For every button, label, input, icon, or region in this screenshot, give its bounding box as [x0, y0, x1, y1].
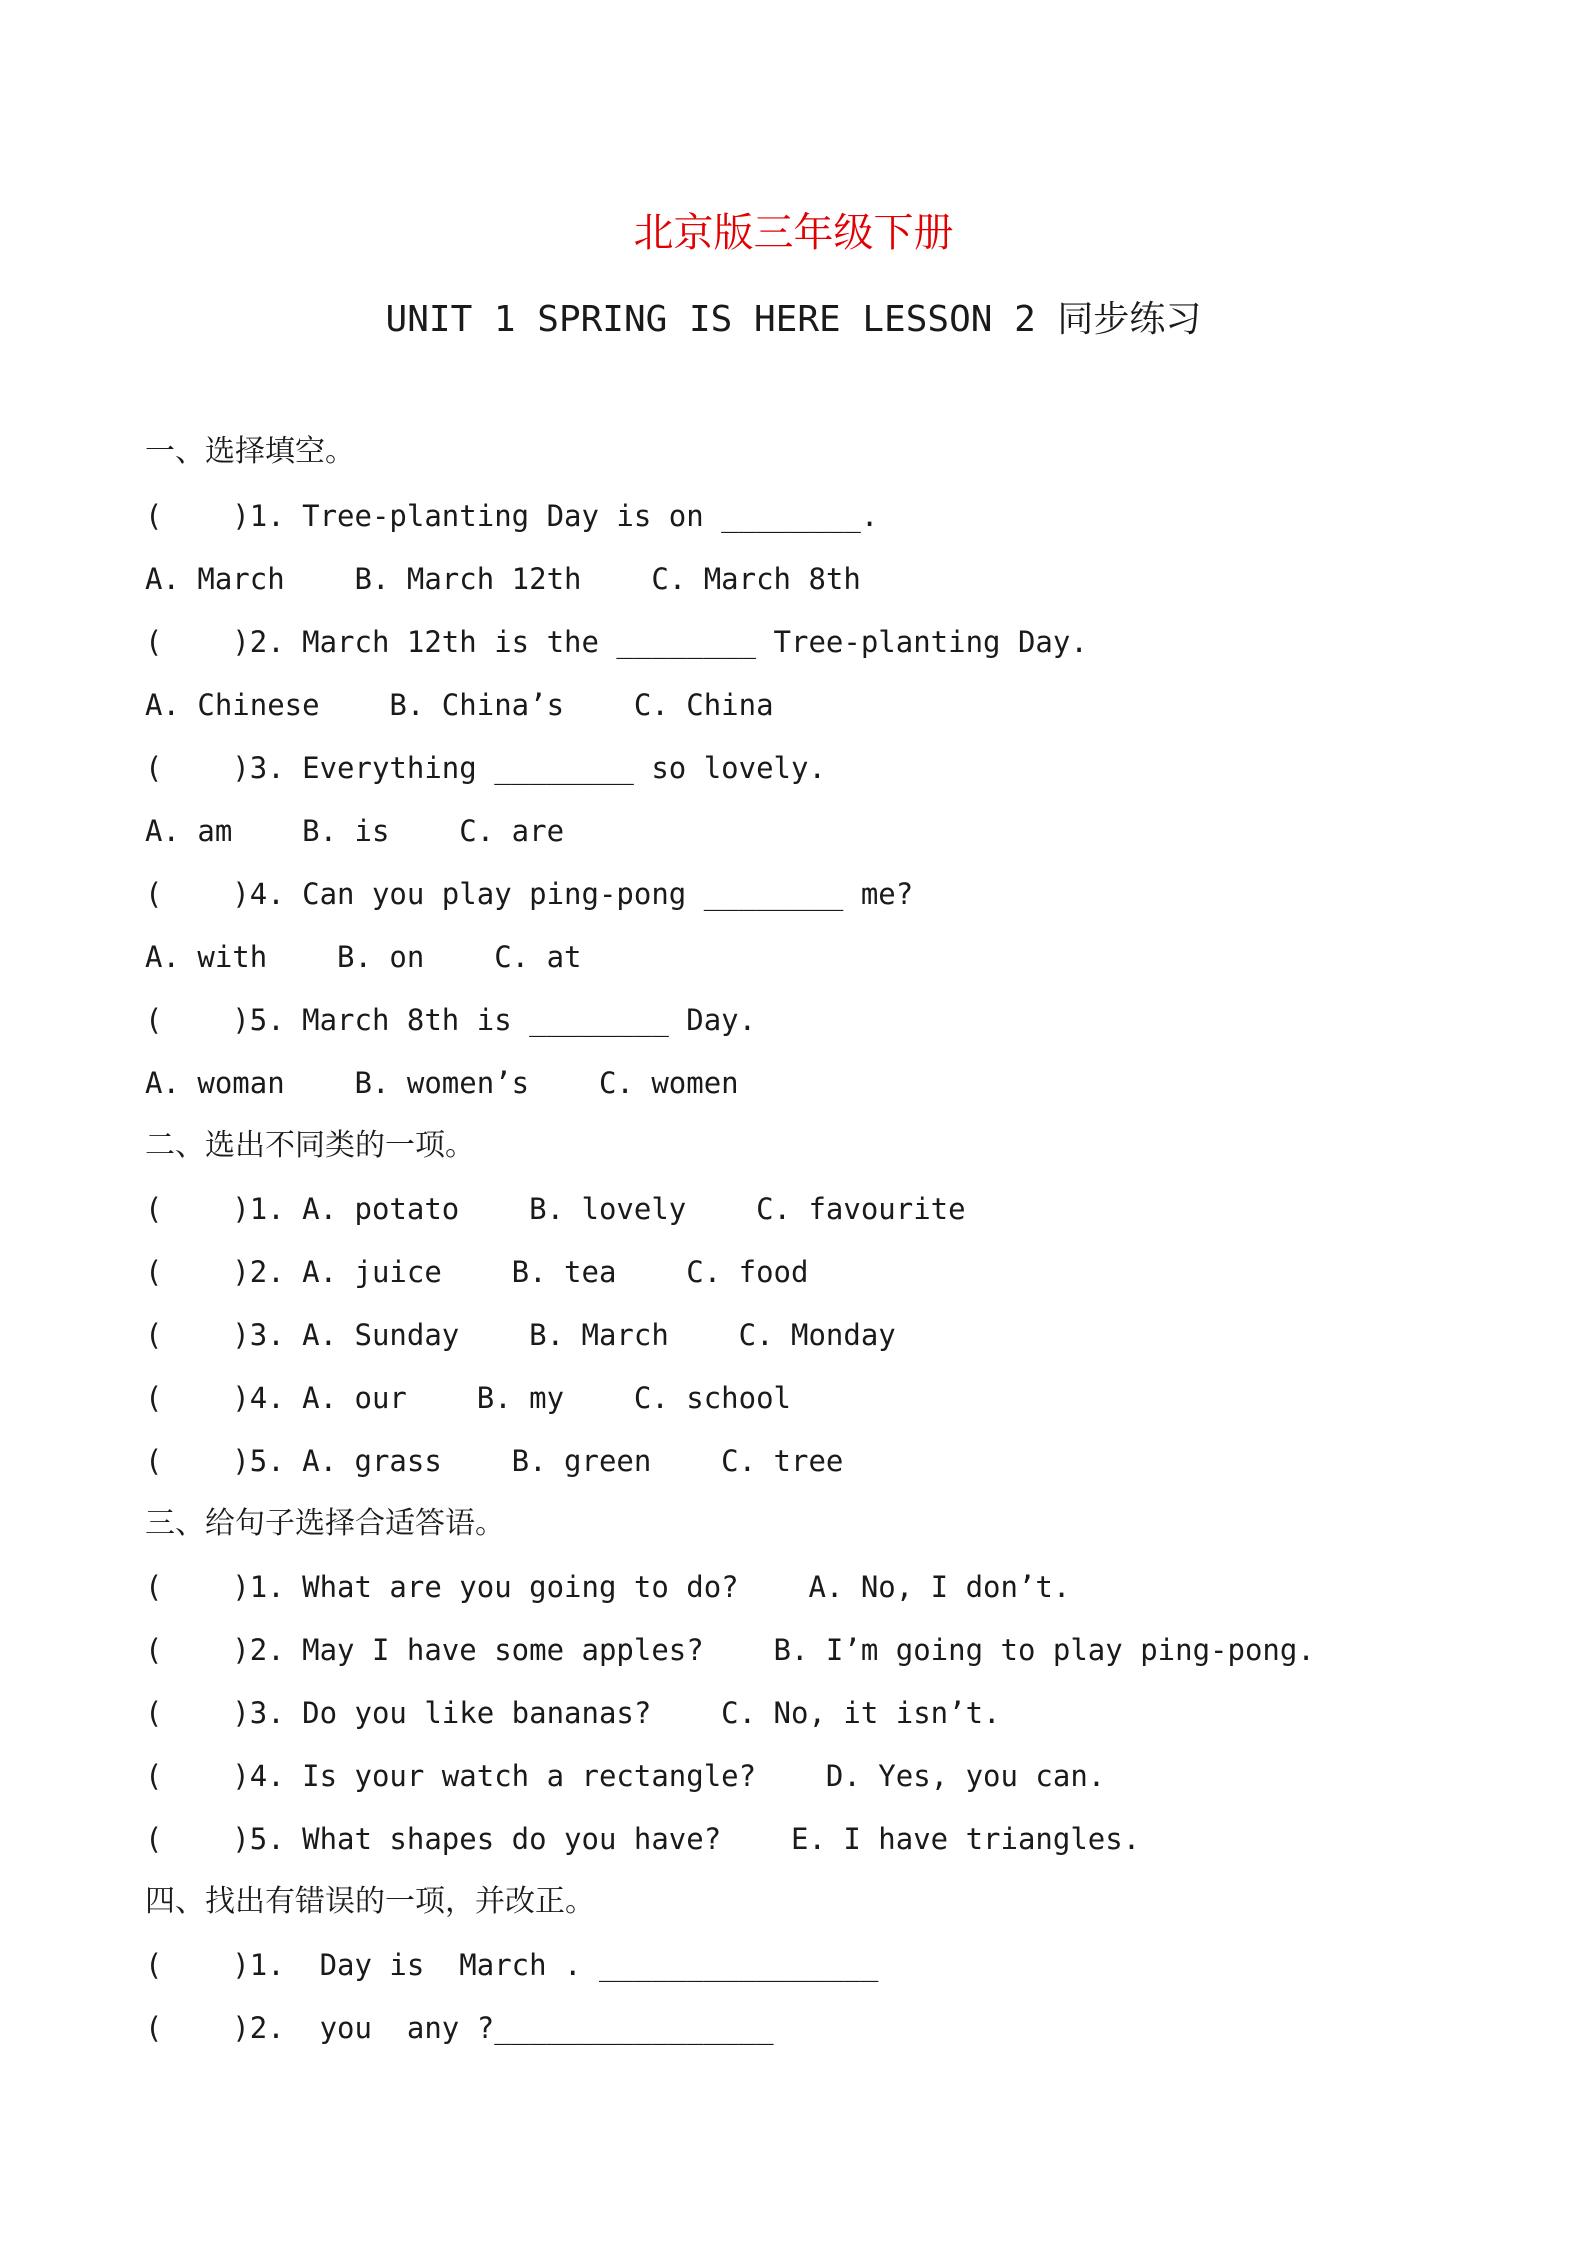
question-line: ( )2. May I have some apples? B. I’m going to play ping-pong.: [145, 1633, 1315, 1667]
question-line: ( )5. A. grass B. green C. tree: [145, 1444, 844, 1478]
question-line: ( )3. Do you like bananas? C. No, it isn’t.: [145, 1696, 1001, 1730]
options-line: A. Chinese B. China’s C. China: [145, 688, 774, 722]
section-2-heading: 二、选出不同类的一项。: [145, 1128, 475, 1163]
question-line: ( )4. Is your watch a rectangle? D. Yes, you can.: [145, 1759, 1106, 1793]
section-3-heading: 三、给句子选择合适答语。: [145, 1506, 505, 1541]
question-line: ( )4. Can you play ping-pong ________ me?: [145, 877, 914, 911]
question-line: ( )1. A. potato B. lovely C. favourite: [145, 1192, 966, 1226]
question-line: ( )1. Tree-planting Day is on ________.: [145, 499, 879, 533]
question-line: ( )3. A. Sunday B. March C. Monday: [145, 1318, 896, 1352]
options-line: A. March B. March 12th C. March 8th: [145, 562, 861, 596]
options-line: A. am B. is C. are: [145, 814, 565, 848]
question-line: ( )5. What shapes do you have? E. I have triangles.: [145, 1822, 1141, 1856]
worksheet-title-english: UNIT 1 SPRING IS HERE LESSON 2 同步练习: [385, 299, 1202, 340]
question-line: ( )4. A. our B. my C. school: [145, 1381, 792, 1415]
worksheet-title-chinese: 北京版三年级下册: [633, 210, 954, 256]
question-line: ( )3. Everything ________ so lovely.: [145, 751, 826, 785]
question-line: ( )1. What are you going to do? A. No, I don’t.: [145, 1570, 1071, 1604]
question-line: ( )2. A. juice B. tea C. food: [145, 1255, 809, 1289]
options-line: A. with B. on C. at: [145, 940, 582, 974]
section-4-heading: 四、找出有错误的一项，并改正。: [145, 1884, 595, 1919]
section-1-heading: 一、选择填空。: [145, 434, 355, 469]
options-line: A. woman B. women’s C. women: [145, 1066, 739, 1100]
question-line: ( )1. Day is March . ________________: [145, 1948, 879, 1982]
question-line: ( )5. March 8th is ________ Day.: [145, 1003, 757, 1037]
question-line: ( )2. you any ?________________: [145, 2011, 774, 2045]
question-line: ( )2. March 12th is the ________ Tree-planting Day.: [145, 625, 1088, 659]
